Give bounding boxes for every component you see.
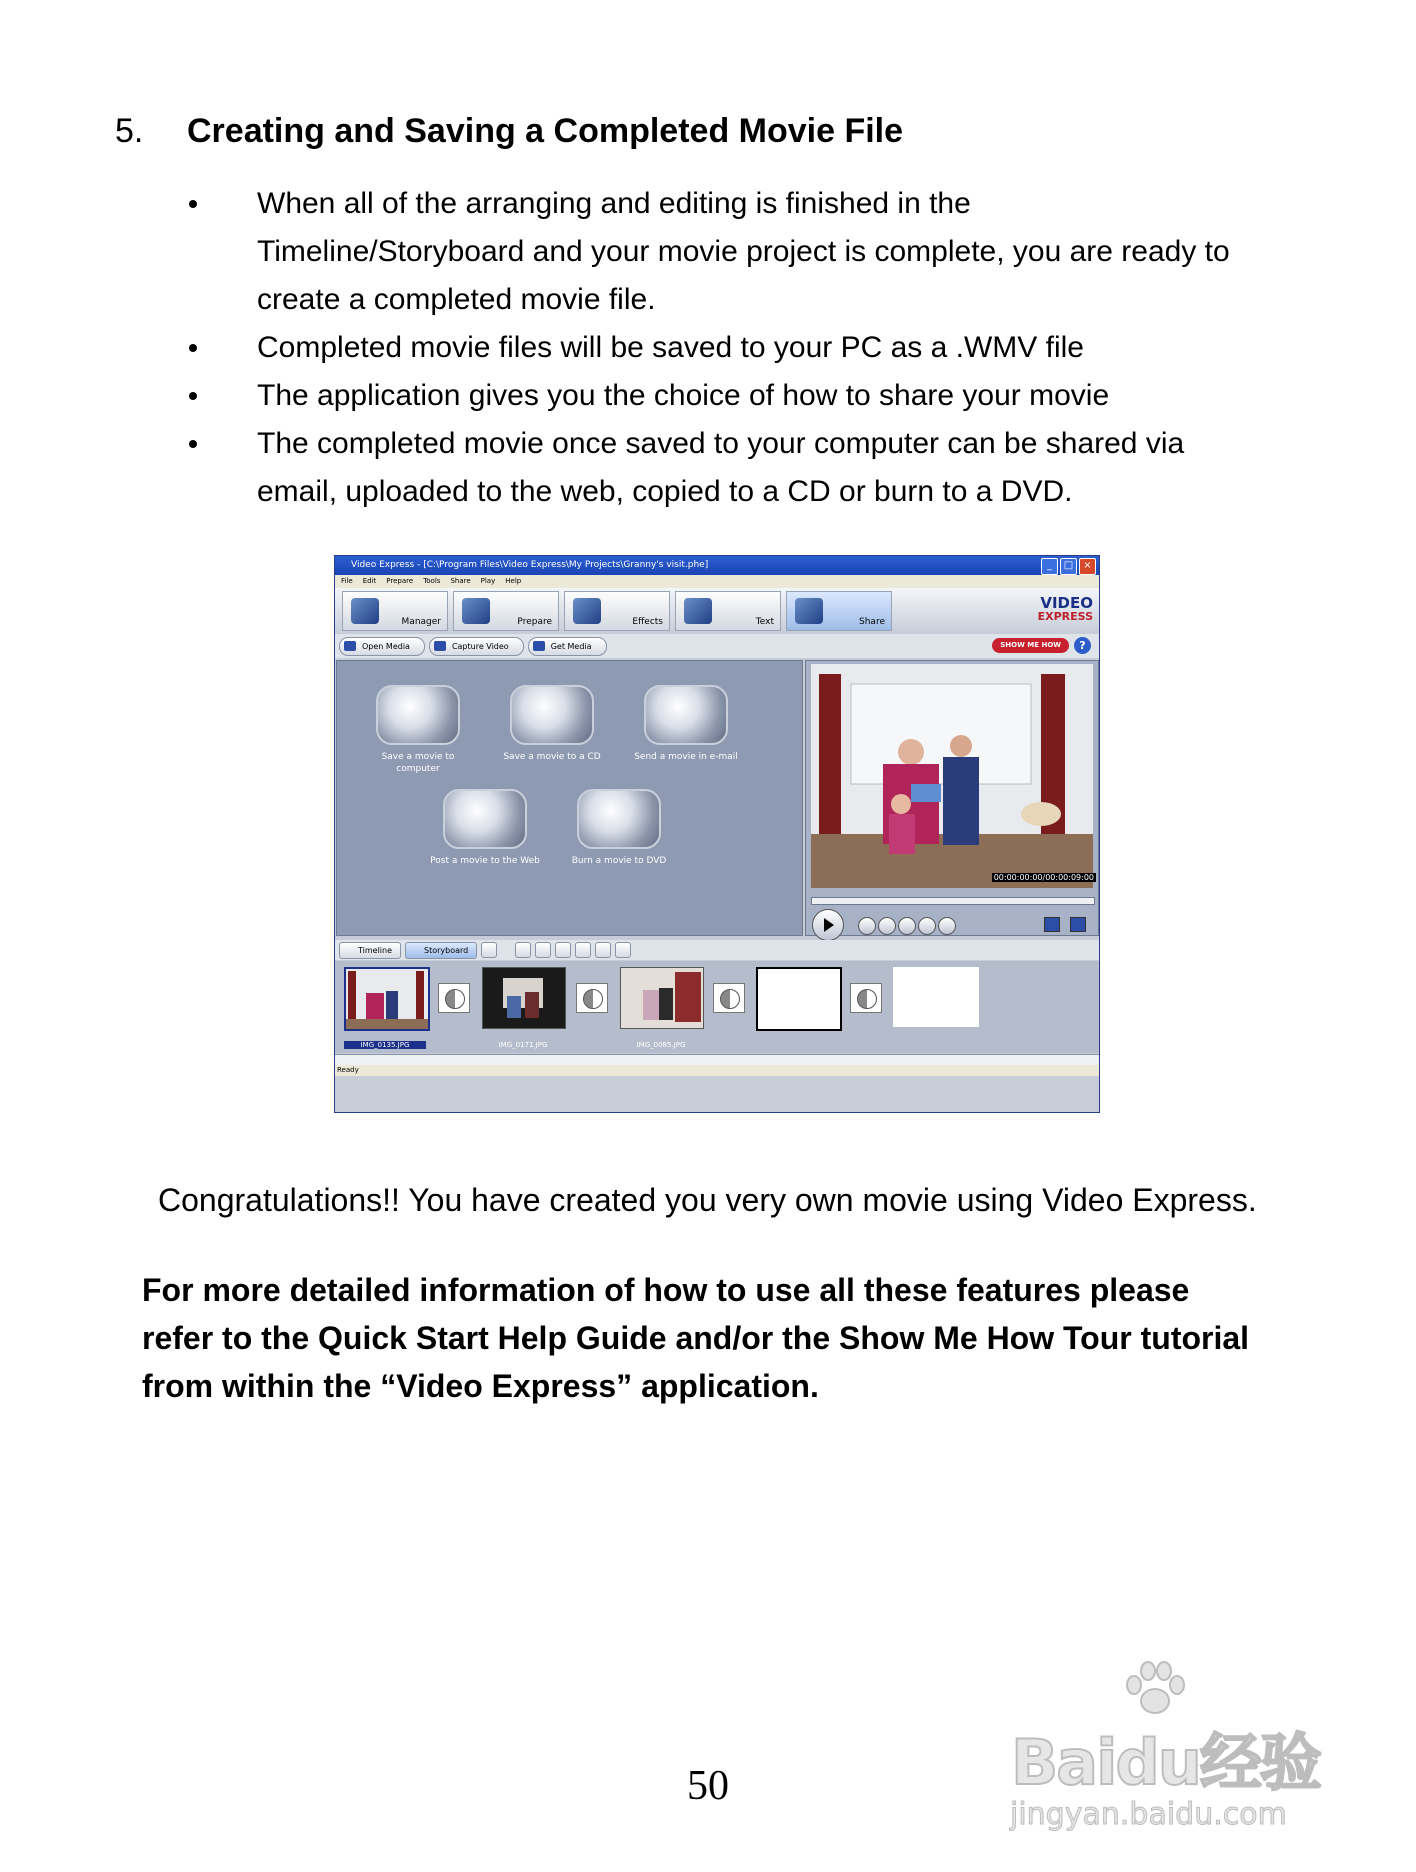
delete-icon[interactable]: [555, 942, 571, 958]
menu-play[interactable]: Play: [480, 577, 496, 585]
share-button[interactable]: Share: [786, 591, 892, 631]
menu-bar: [335, 575, 1099, 588]
clip-thumbnail: [621, 968, 703, 1028]
bullet-item: When all of the arranging and editing is finished in the Timeline/Storyboard and your movie project is complete, you are ready to create a completed movie file.: [185, 180, 1235, 324]
effects-button[interactable]: Effects: [564, 591, 670, 631]
effects-icon: [573, 598, 601, 624]
preview-photo: [811, 664, 1093, 888]
transition-icon[interactable]: [713, 983, 745, 1013]
zoom-out-icon[interactable]: [595, 942, 611, 958]
send-email-button[interactable]: Send a movie in e-mail: [631, 685, 741, 763]
clip-filename: IMG_0135.JPG: [344, 1041, 426, 1049]
section-heading: [115, 112, 903, 151]
storyboard-clip[interactable]: [482, 967, 566, 1029]
burn-dvd-button[interactable]: Burn a movie to DVD: [564, 789, 674, 867]
view-buttons: [1044, 917, 1086, 932]
zoom-in-icon[interactable]: [575, 942, 591, 958]
save-to-cd-button[interactable]: Save a movie to a CD: [497, 685, 607, 763]
step-forward-icon[interactable]: [918, 917, 936, 935]
watermark-url: jingyan.baidu.com: [1010, 1797, 1287, 1832]
bullet-item: The completed movie once saved to your computer can be shared via email, uploaded to the web, copied to a CD or burn to a DVD.: [185, 420, 1235, 516]
work-area: [335, 660, 1099, 936]
menu-tools[interactable]: Tools: [423, 577, 441, 585]
media-bar: [335, 634, 1099, 658]
prepare-icon: [462, 598, 490, 624]
bullet-list: [185, 180, 1235, 516]
help-icon[interactable]: ?: [1074, 637, 1091, 654]
main-toolbar: [335, 588, 1099, 634]
transition-icon[interactable]: [438, 983, 470, 1013]
empty-clip-slot[interactable]: [756, 967, 842, 1031]
family-photo: [811, 664, 1093, 888]
manager-icon: [351, 598, 379, 624]
timecode-display: 00:00:00:00/00:00:09:00: [993, 873, 1094, 882]
menu-share[interactable]: Share: [450, 577, 471, 585]
clip-filename: IMG_0085.JPG: [636, 1041, 686, 1049]
clip-thumbnail: [483, 968, 565, 1028]
more-info-text: For more detailed information of how to use all these features please refer to the Quick Start Help Guide and/or the Show Me How Tour tutorial from within the “Video Express” application.: [142, 1272, 1250, 1404]
step-back-icon[interactable]: [898, 917, 916, 935]
globe-icon: [443, 789, 527, 849]
storyboard: [335, 961, 1099, 1053]
close-icon[interactable]: ×: [1079, 558, 1096, 575]
share-icon: [795, 598, 823, 624]
redo-icon[interactable]: [535, 942, 551, 958]
minimize-icon[interactable]: _: [1041, 558, 1058, 575]
baidu-watermark: [1005, 1685, 1335, 1835]
post-to-web-button[interactable]: Post a movie to the Web: [430, 789, 540, 867]
transition-icon[interactable]: [576, 983, 608, 1013]
status-bar: Ready: [335, 1065, 1100, 1076]
menu-edit[interactable]: Edit: [362, 577, 377, 585]
undo-icon[interactable]: [515, 942, 531, 958]
app-title: Video Express - [C:\Program Files\Video Express\My Projects\Granny's visit.phe]: [351, 560, 709, 570]
fullscreen-icon[interactable]: [1070, 917, 1086, 932]
congratulations-text: Congratulations!! You have created you very own movie using Video Express.: [158, 1182, 1257, 1218]
fast-forward-icon[interactable]: [938, 917, 956, 935]
cd-icon: [510, 685, 594, 745]
storyboard-toolbar: [335, 940, 1100, 960]
transition-icon[interactable]: [850, 983, 882, 1013]
snapshot-icon[interactable]: [1044, 917, 1060, 932]
menu-prepare[interactable]: Prepare: [386, 577, 414, 585]
save-to-computer-button[interactable]: Save a movie to computer: [363, 685, 473, 775]
seek-bar[interactable]: [811, 897, 1095, 905]
page-number: 50: [687, 1763, 729, 1809]
storyboard-clip[interactable]: [620, 967, 704, 1029]
watermark-brand: Baidu经验: [1011, 1726, 1320, 1799]
maximize-icon[interactable]: □: [1060, 558, 1077, 575]
paw-icon: [1120, 1659, 1190, 1719]
app-screenshot: [334, 555, 1100, 1113]
computer-icon: [376, 685, 460, 745]
app-titlebar: [335, 556, 1099, 575]
capture-video-button[interactable]: Capture Video: [429, 637, 524, 656]
stop-icon[interactable]: [858, 917, 876, 935]
save-icon[interactable]: [481, 942, 497, 958]
rewind-icon[interactable]: [878, 917, 896, 935]
clip-filename: IMG_0171.JPG: [498, 1041, 548, 1049]
share-panel: [336, 660, 803, 936]
horizontal-scrollbar[interactable]: [335, 1054, 1099, 1065]
open-media-button[interactable]: Open Media: [339, 637, 425, 656]
manager-button[interactable]: Manager: [342, 591, 448, 631]
section-title: Creating and Saving a Completed Movie File: [187, 112, 904, 150]
get-media-button[interactable]: Get Media: [528, 637, 607, 656]
text-icon: [684, 598, 712, 624]
fit-icon[interactable]: [615, 942, 631, 958]
playback-controls: [858, 917, 956, 935]
play-icon[interactable]: [812, 909, 844, 941]
tab-storyboard[interactable]: Storyboard: [405, 942, 477, 959]
storyboard-clip[interactable]: [344, 967, 430, 1031]
bullet-item: The application gives you the choice of how to share your movie: [185, 372, 1235, 420]
dvd-icon: [577, 789, 661, 849]
bullet-item: Completed movie files will be saved to your PC as a .WMV file: [185, 324, 1235, 372]
show-me-how-button[interactable]: SHOW ME HOW: [992, 638, 1069, 653]
email-icon: [644, 685, 728, 745]
section-number: 5.: [115, 112, 144, 150]
menu-help[interactable]: Help: [505, 577, 522, 585]
empty-clip-slot[interactable]: [893, 967, 979, 1027]
preview-panel: [805, 660, 1099, 936]
video-express-logo: VIDEO EXPRESS: [1037, 594, 1093, 623]
text-button[interactable]: Text: [675, 591, 781, 631]
clip-thumbnail: [346, 969, 428, 1029]
tab-timeline[interactable]: Timeline: [339, 942, 401, 959]
prepare-button[interactable]: Prepare: [453, 591, 559, 631]
menu-file[interactable]: File: [341, 577, 353, 585]
